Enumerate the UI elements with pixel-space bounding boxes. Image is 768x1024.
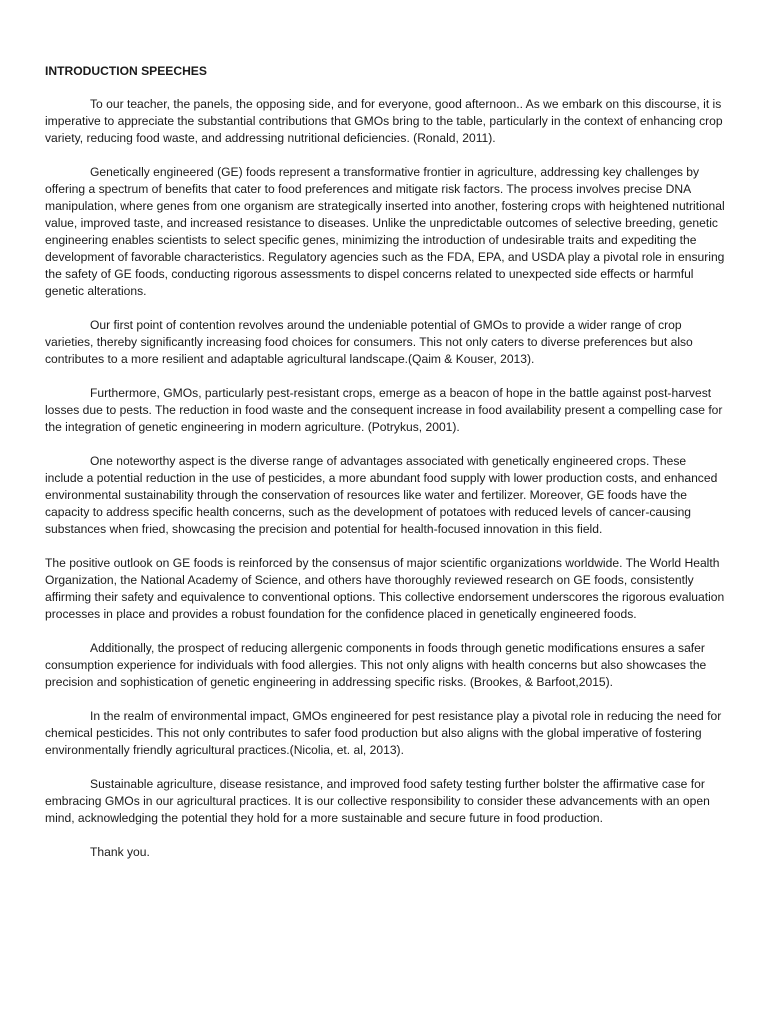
paragraph-ge-foods-overview: Genetically engineered (GE) foods represent a transformative frontier in agriculture, addressing key challenges by offering a spectrum of benefits that cater to food preferences and mitigate risk factors. The process involves precise DNA manipulation, where genes from one organism are strategically inserted into another, fostering crops with heightened nutritional value, improved taste, and increased resistance to diseases. Unlike the unpredictable outcomes of selective breeding, genetic engineering enables scientists to select specific genes, minimizing the introduction of undesirable traits and expediting the development of favorable characteristics. Regulatory agencies such as the FDA, EPA, and USDA play a pivotal role in ensuring the safety of GE foods, conducting rigorous assessments to dispel concerns related to unexpected side effects or harmful genetic alterations. xyxy=(45,165,725,298)
paragraph-scientific-consensus: The positive outlook on GE foods is reinforced by the consensus of major scientific organizations worldwide. The World Health Organization, the National Academy of Science, and others have thoroughly reviewed research on GE foods, consistently affirming their safety and equivalence to conventional options. This collective endorsement underscores the rigorous evaluation processes in place and provides a robust foundation for the confidence placed in genetically engineered foods. xyxy=(45,556,725,621)
document-title: INTRODUCTION SPEECHES xyxy=(45,64,207,78)
paragraph-advantages: One noteworthy aspect is the diverse range of advantages associated with genetically engineered crops. These include a potential reduction in the use of pesticides, a more abundant food supply with lower production costs, and enhanced environmental sustainability through the conservation of resources like water and fertilizer. Moreover, GE foods have the capacity to address specific health concerns, such as the development of potatoes with reduced levels of cancer-causing substances when fried, showcasing the precision and potential for health-focused innovation in this field. xyxy=(45,454,718,536)
paragraph-greeting: To our teacher, the panels, the opposing side, and for everyone, good afternoon.. As we embark on this discourse, it is imperative to appreciate the substantial contributions that GMOs bring to the table, particularly in the context of enhancing crop variety, reducing food waste, and addressing nutritional deficiencies. (Ronald, 2011). xyxy=(45,97,723,145)
paragraph-allergens: Additionally, the prospect of reducing allergenic components in foods through genetic modifications ensures a safer consumption experience for individuals with food allergies. This not only aligns with health concerns but also showcases the precision and sophistication of genetic engineering in addressing specific risks. (Brookes, & Barfoot,2015). xyxy=(45,641,707,689)
paragraph-sustainable-agriculture: Sustainable agriculture, disease resistance, and improved food safety testing further bolster the affirmative case for embracing GMOs in our agricultural practices. It is our collective responsibility to consider these advancements with an open mind, acknowledging the potential they hold for a more sustainable and secure future in food production. xyxy=(45,777,710,825)
paragraph-environmental-impact: In the realm of environmental impact, GMOs engineered for pest resistance play a pivotal role in reducing the need for chemical pesticides. This not only contributes to safer food production but also aligns with the global imperative of fostering environmentally friendly agricultural practices.(Nicolia, et. al, 2013). xyxy=(45,709,722,757)
paragraph-pest-resistance: Furthermore, GMOs, particularly pest-resistant crops, emerge as a beacon of hope in the battle against post-harvest losses due to pests. The reduction in food waste and the consequent increase in food availability present a compelling case for the integration of genetic engineering in modern agriculture. (Potrykus, 2001). xyxy=(45,386,723,434)
document-page xyxy=(45,63,725,878)
paragraph-crop-variety: Our first point of contention revolves around the undeniable potential of GMOs to provide a wider range of crop varieties, thereby significantly increasing food choices for consumers. This not only caters to diverse preferences but also contributes to a more resilient and adaptable agricultural landscape.(Qaim & Kouser, 2013). xyxy=(45,318,693,366)
paragraph-thank-you: Thank you. xyxy=(90,845,150,859)
